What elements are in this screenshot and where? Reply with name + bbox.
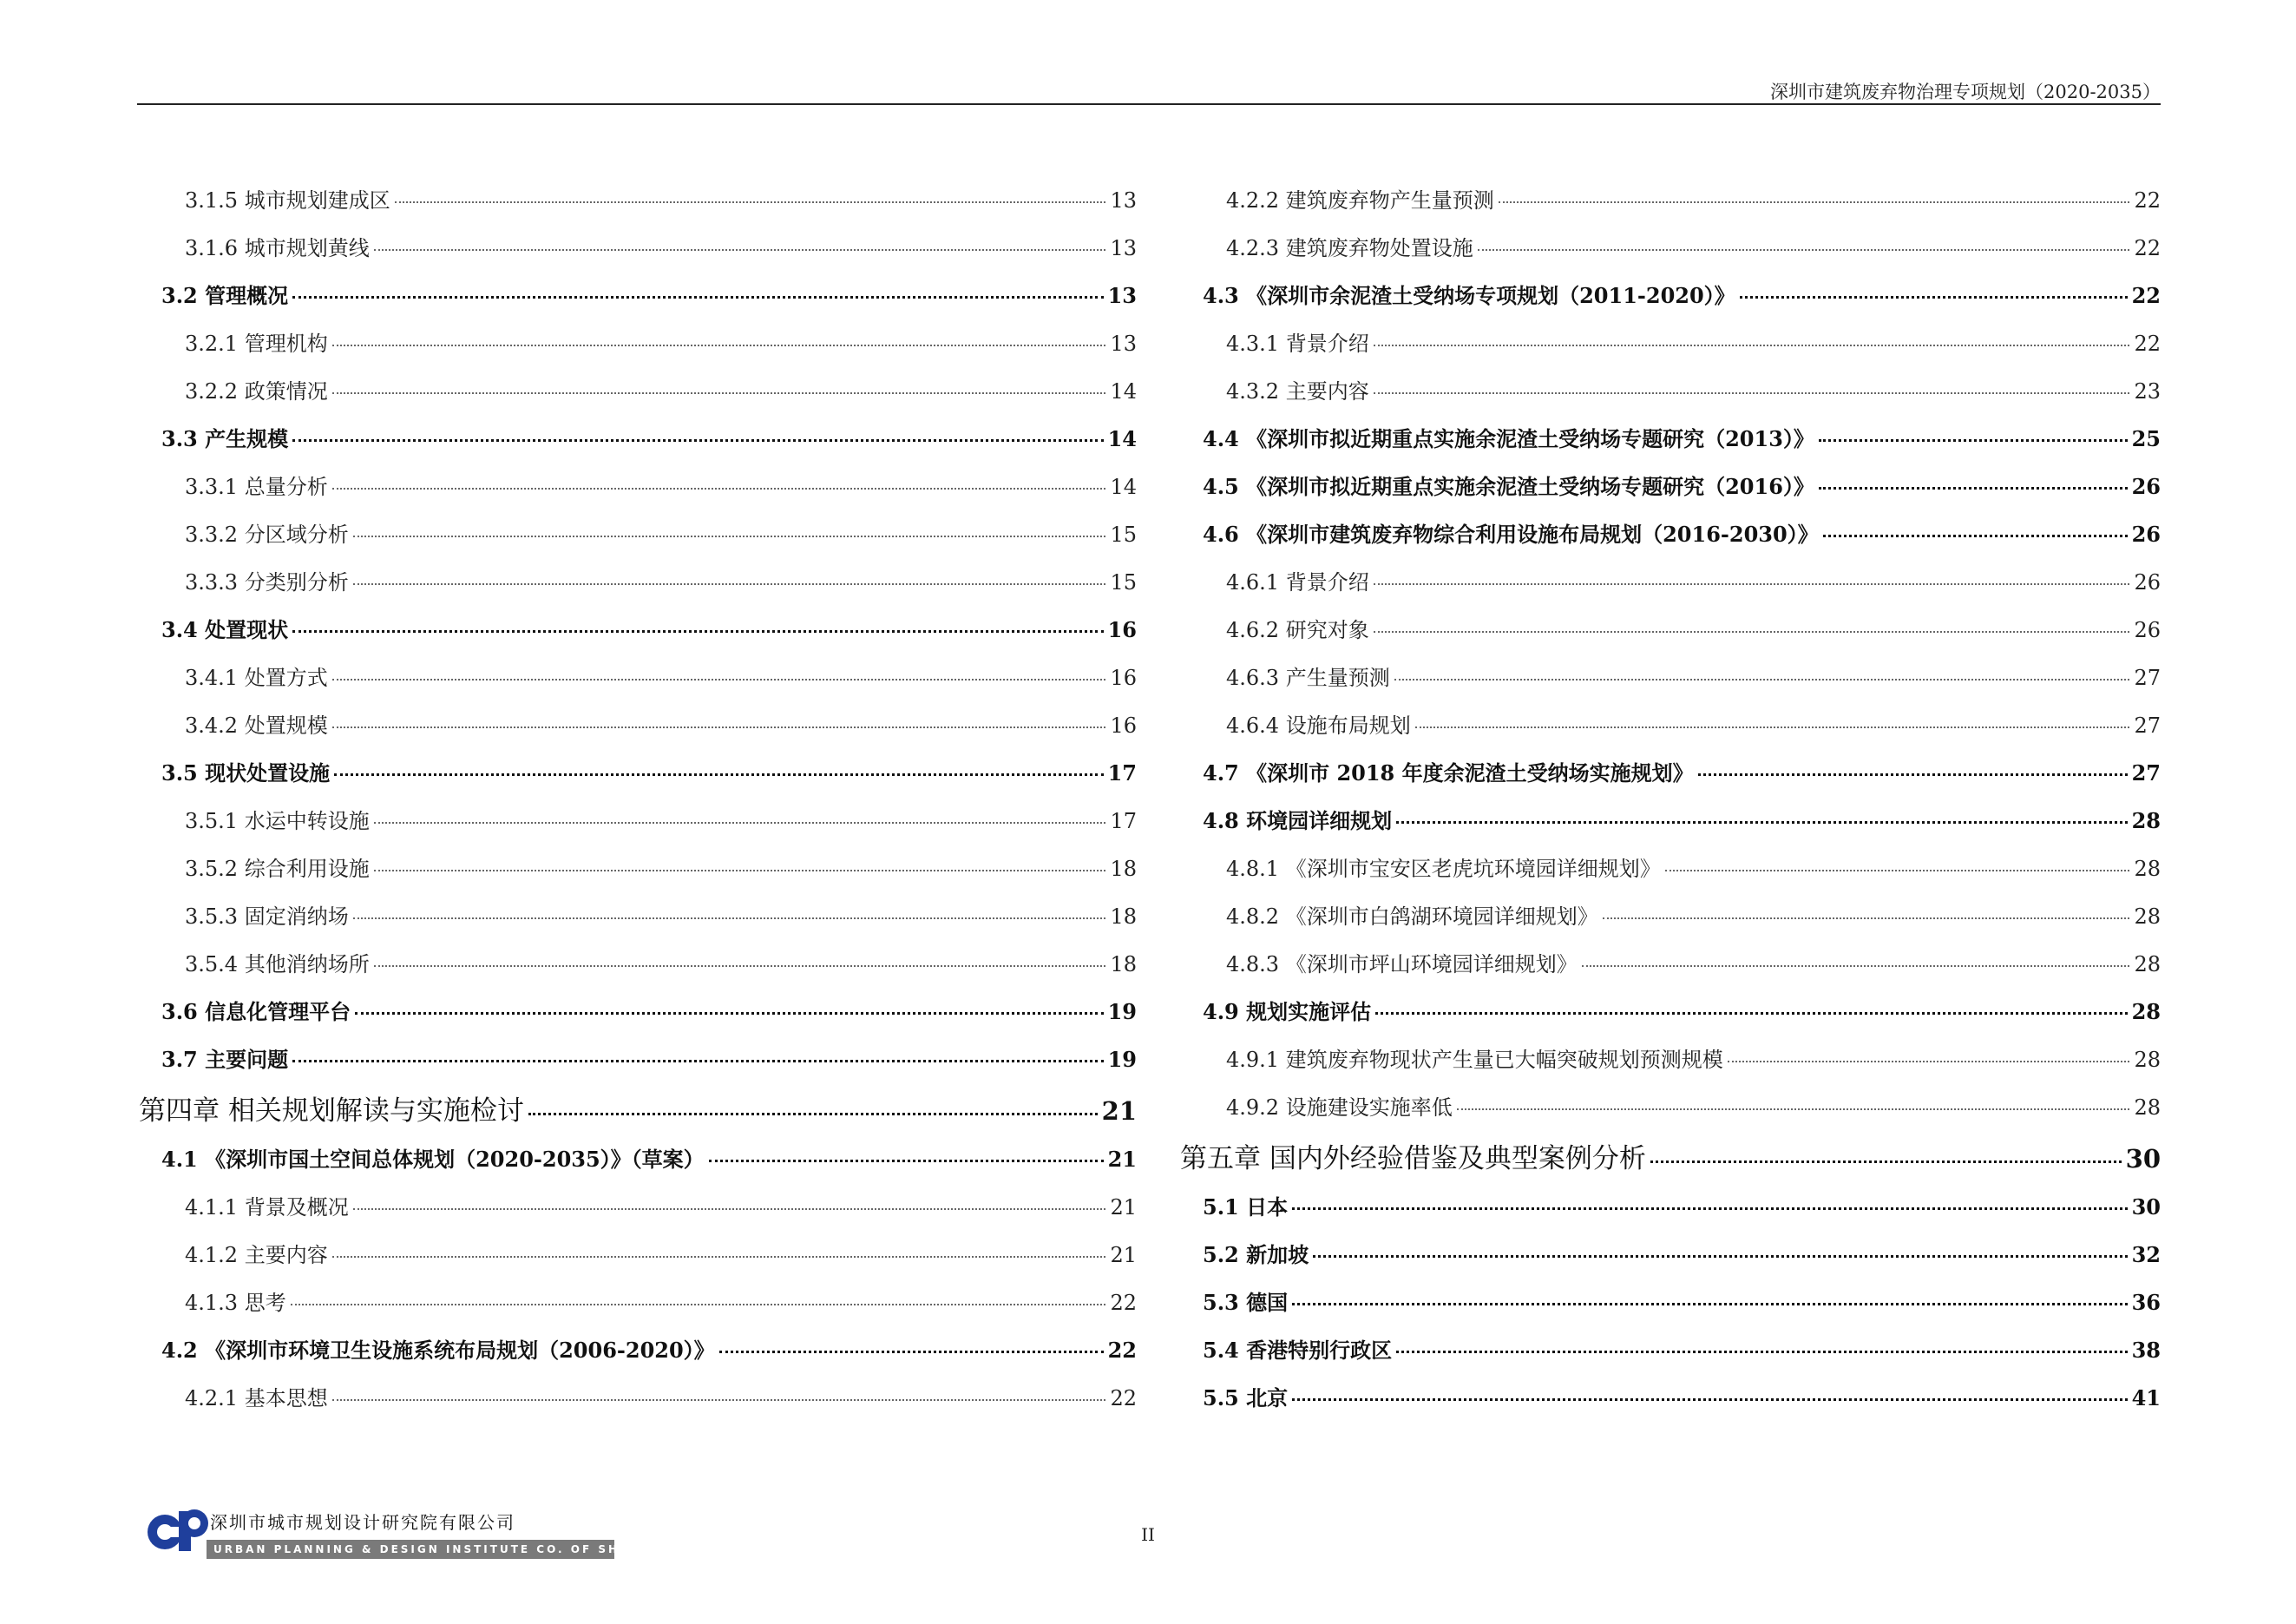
toc-entry[interactable] bbox=[1180, 892, 2161, 940]
toc-leader-dots bbox=[709, 1160, 1104, 1162]
footer-company-name-en: URBAN PLANNING & DESIGN INSTITUTE CO. OF SHENZHEN bbox=[207, 1540, 614, 1559]
toc-entry[interactable] bbox=[139, 1326, 1137, 1374]
toc-entry-label: 3.1.5 城市规划建成区 bbox=[185, 188, 390, 213]
toc-leader-dots bbox=[334, 773, 1103, 776]
toc-entry-page: 28 bbox=[2131, 999, 2161, 1024]
toc-leader-dots bbox=[292, 630, 1103, 633]
toc-entry-page: 25 bbox=[2131, 426, 2161, 451]
toc-entry-label: 3.4.2 处置规模 bbox=[185, 713, 328, 738]
toc-leader-dots bbox=[528, 1113, 1098, 1115]
toc-leader-dots bbox=[374, 822, 1106, 824]
toc-entry[interactable] bbox=[139, 701, 1137, 749]
toc-leader-dots bbox=[1740, 296, 2128, 299]
toc-entry[interactable] bbox=[139, 988, 1137, 1036]
toc-entry-page: 19 bbox=[1107, 1047, 1137, 1072]
toc-leader-dots bbox=[1374, 631, 2130, 633]
toc-entry[interactable] bbox=[1180, 510, 2161, 558]
toc-entry-page: 22 bbox=[1107, 1338, 1137, 1363]
toc-entry-label: 4.3.1 背景介绍 bbox=[1226, 332, 1369, 356]
toc-entry[interactable] bbox=[139, 1279, 1137, 1326]
toc-entry[interactable] bbox=[139, 367, 1137, 415]
toc-entry[interactable] bbox=[1180, 463, 2161, 510]
toc-entry-page: 23 bbox=[2134, 379, 2161, 404]
toc-entry[interactable] bbox=[1180, 1036, 2161, 1083]
toc-leader-dots bbox=[1374, 392, 2130, 394]
toc-entry[interactable] bbox=[139, 1374, 1137, 1422]
toc-entry-label: 4.1.2 主要内容 bbox=[185, 1243, 328, 1267]
toc-entry-page: 13 bbox=[1107, 283, 1137, 308]
toc-entry-page: 16 bbox=[1110, 713, 1137, 738]
header-rule bbox=[137, 103, 2161, 105]
toc-entry-label: 第四章 相关规划解读与实施检讨 bbox=[139, 1095, 524, 1127]
toc-leader-dots bbox=[1394, 679, 2130, 681]
toc-entry-label: 5.5 北京 bbox=[1203, 1385, 1289, 1410]
toc-leader-dots bbox=[1374, 583, 2130, 585]
toc-entry[interactable] bbox=[139, 845, 1137, 892]
toc-entry[interactable] bbox=[1180, 988, 2161, 1036]
toc-leader-dots bbox=[332, 1256, 1106, 1258]
toc-entry-page: 14 bbox=[1110, 379, 1137, 404]
toc-leader-dots bbox=[1823, 535, 2128, 537]
toc-leader-dots bbox=[292, 1060, 1103, 1062]
toc-entry-label: 4.6.2 研究对象 bbox=[1226, 618, 1369, 642]
toc-entry-label: 4.2.3 建筑废弃物处置设施 bbox=[1226, 236, 1473, 260]
toc-entry-label: 4.6.1 背景介绍 bbox=[1226, 570, 1369, 595]
toc-entry[interactable] bbox=[1180, 176, 2161, 224]
toc-entry[interactable] bbox=[139, 272, 1137, 319]
toc-leader-dots bbox=[332, 392, 1106, 394]
toc-entry-label: 4.3 《深圳市余泥渣土受纳场专项规划（2011-2020）》 bbox=[1203, 283, 1735, 308]
toc-entry-label: 4.2.1 基本思想 bbox=[185, 1386, 328, 1410]
toc-entry[interactable] bbox=[139, 749, 1137, 797]
toc-entry-label: 4.4 《深圳市拟近期重点实施余泥渣土受纳场专题研究（2013）》 bbox=[1203, 426, 1814, 451]
toc-entry-page: 22 bbox=[1110, 1291, 1137, 1315]
toc-entry-page: 13 bbox=[1110, 236, 1137, 260]
toc-entry-page: 28 bbox=[2134, 1095, 2161, 1120]
toc-entry-label: 4.2 《深圳市环境卫生设施系统布局规划（2006-2020）》 bbox=[161, 1338, 715, 1363]
toc-entry-label: 3.4 处置现状 bbox=[161, 617, 289, 642]
toc-entry[interactable] bbox=[139, 558, 1137, 606]
toc-entry-page: 26 bbox=[2131, 522, 2161, 547]
toc-entry-label: 3.7 主要问题 bbox=[161, 1047, 289, 1072]
toc-entry-page: 26 bbox=[2134, 618, 2161, 642]
toc-leader-dots bbox=[292, 296, 1103, 299]
toc-entry[interactable] bbox=[1180, 272, 2161, 319]
toc-leader-dots bbox=[1292, 1303, 2127, 1305]
toc-entry[interactable] bbox=[1180, 940, 2161, 988]
toc-entry[interactable] bbox=[1180, 415, 2161, 463]
toc-entry-label: 3.5.4 其他消纳场所 bbox=[185, 952, 370, 976]
toc-entry[interactable] bbox=[139, 1083, 1137, 1135]
toc-leader-dots bbox=[332, 679, 1106, 681]
toc-right-column bbox=[1180, 176, 2161, 1422]
toc-left-column bbox=[139, 176, 1137, 1422]
toc-entry[interactable] bbox=[1180, 797, 2161, 845]
toc-entry-page: 41 bbox=[2131, 1385, 2161, 1410]
toc-entry-page: 16 bbox=[1107, 617, 1137, 642]
toc-leader-dots bbox=[1292, 1398, 2127, 1401]
toc-entry-label: 4.8.3 《深圳市坪山环境园详细规划》 bbox=[1226, 952, 1578, 976]
toc-entry-label: 4.9.1 建筑废弃物现状产生量已大幅突破规划预测规模 bbox=[1226, 1048, 1723, 1072]
toc-entry-label: 3.3.2 分区域分析 bbox=[185, 523, 349, 547]
toc-entry-page: 28 bbox=[2134, 952, 2161, 976]
toc-leader-dots bbox=[374, 965, 1106, 967]
toc-entry-page: 38 bbox=[2131, 1338, 2161, 1363]
toc-entry-page: 16 bbox=[1110, 666, 1137, 690]
toc-entry-label: 3.5 现状处置设施 bbox=[161, 760, 331, 786]
toc-entry-label: 3.5.3 固定消纳场 bbox=[185, 904, 349, 929]
toc-entry-label: 4.1 《深圳市国土空间总体规划（2020-2035）》（草案） bbox=[161, 1147, 705, 1172]
toc-entry[interactable] bbox=[139, 415, 1137, 463]
toc-leader-dots bbox=[332, 1399, 1106, 1401]
toc-entry-label: 4.8.1 《深圳市宝安区老虎坑环境园详细规划》 bbox=[1226, 857, 1661, 881]
toc-entry[interactable] bbox=[1180, 1231, 2161, 1279]
toc-leader-dots bbox=[1457, 1108, 2130, 1110]
toc-entry[interactable] bbox=[139, 892, 1137, 940]
toc-entry-label: 4.9.2 设施建设实施率低 bbox=[1226, 1095, 1453, 1120]
toc-entry-label: 5.3 德国 bbox=[1203, 1290, 1289, 1315]
toc-entry[interactable] bbox=[1180, 1326, 2161, 1374]
toc-leader-dots bbox=[395, 201, 1106, 203]
toc-leader-dots bbox=[1292, 1207, 2127, 1210]
toc-entry-page: 28 bbox=[2134, 1048, 2161, 1072]
toc-entry-label: 4.6.4 设施布局规划 bbox=[1226, 713, 1411, 738]
toc-entry-page: 27 bbox=[2131, 760, 2161, 786]
toc-entry-page: 17 bbox=[1110, 809, 1137, 833]
toc-leader-dots bbox=[374, 249, 1106, 251]
toc-entry-page: 13 bbox=[1110, 188, 1137, 213]
toc-entry[interactable] bbox=[1180, 1374, 2161, 1422]
toc-entry[interactable] bbox=[139, 654, 1137, 701]
toc-entry[interactable] bbox=[1180, 1279, 2161, 1326]
toc-entry[interactable] bbox=[139, 797, 1137, 845]
toc-entry-label: 3.5.2 综合利用设施 bbox=[185, 857, 370, 881]
toc-entry[interactable] bbox=[1180, 654, 2161, 701]
toc-leader-dots bbox=[374, 870, 1106, 871]
toc-leader-dots bbox=[292, 439, 1103, 442]
toc-leader-dots bbox=[1415, 727, 2130, 728]
toc-entry[interactable] bbox=[139, 319, 1137, 367]
toc-entry-label: 4.9 规划实施评估 bbox=[1203, 999, 1372, 1024]
toc-entry-page: 22 bbox=[2134, 188, 2161, 213]
toc-leader-dots bbox=[353, 917, 1106, 919]
toc-entry-label: 4.7 《深圳市 2018 年度余泥渣土受纳场实施规划》 bbox=[1203, 760, 1694, 786]
toc-entry-page: 14 bbox=[1107, 426, 1137, 451]
toc-entry-page: 28 bbox=[2131, 808, 2161, 833]
page-number: II bbox=[1141, 1524, 1155, 1545]
toc-entry-page: 18 bbox=[1110, 952, 1137, 976]
toc-leader-dots bbox=[1819, 439, 2128, 442]
toc-entry[interactable] bbox=[1180, 1131, 2161, 1183]
toc-leader-dots bbox=[1396, 1351, 2127, 1353]
toc-entry-page: 30 bbox=[2125, 1144, 2161, 1174]
toc-entry[interactable] bbox=[1180, 558, 2161, 606]
toc-leader-dots bbox=[1650, 1160, 2122, 1163]
toc-leader-dots bbox=[1499, 201, 2130, 203]
toc-entry-page: 21 bbox=[1107, 1147, 1137, 1172]
toc-entry[interactable] bbox=[139, 940, 1137, 988]
toc-entry-label: 3.5.1 水运中转设施 bbox=[185, 809, 370, 833]
toc-entry-label: 3.1.6 城市规划黄线 bbox=[185, 236, 370, 260]
running-header-title: 深圳市建筑废弃物治理专项规划（2020-2035） bbox=[1770, 82, 2161, 102]
toc-entry[interactable] bbox=[1180, 749, 2161, 797]
toc-entry-page: 26 bbox=[2134, 570, 2161, 595]
toc-leader-dots bbox=[1728, 1061, 2130, 1062]
toc-entry-page: 28 bbox=[2134, 857, 2161, 881]
toc-leader-dots bbox=[719, 1351, 1104, 1353]
toc-leader-dots bbox=[355, 1012, 1103, 1015]
toc-entry-label: 3.2.2 政策情况 bbox=[185, 379, 328, 404]
toc-entry-label: 3.3.3 分类别分析 bbox=[185, 570, 349, 595]
toc-entry-page: 19 bbox=[1107, 999, 1137, 1024]
toc-entry-label: 5.4 香港特别行政区 bbox=[1203, 1338, 1393, 1363]
toc-entry-page: 22 bbox=[2134, 236, 2161, 260]
toc-leader-dots bbox=[1582, 965, 2130, 967]
toc-entry-label: 4.8 环境园详细规划 bbox=[1203, 808, 1393, 833]
toc-entry-label: 5.2 新加坡 bbox=[1203, 1242, 1309, 1267]
toc-entry-page: 22 bbox=[2134, 332, 2161, 356]
toc-entry-label: 4.2.2 建筑废弃物产生量预测 bbox=[1226, 188, 1494, 213]
toc-entry[interactable] bbox=[139, 1231, 1137, 1279]
toc-entry-page: 30 bbox=[2131, 1194, 2161, 1220]
toc-entry-page: 36 bbox=[2131, 1290, 2161, 1315]
toc-entry[interactable] bbox=[139, 176, 1137, 224]
toc-entry-label: 5.1 日本 bbox=[1203, 1194, 1289, 1220]
toc-entry[interactable] bbox=[139, 1036, 1137, 1083]
toc-leader-dots bbox=[1819, 487, 2128, 490]
toc-entry[interactable] bbox=[1180, 319, 2161, 367]
toc-entry-page: 22 bbox=[1110, 1386, 1137, 1410]
toc-entry-label: 3.4.1 处置方式 bbox=[185, 666, 328, 690]
toc-entry-label: 3.2 管理概况 bbox=[161, 283, 289, 308]
toc-entry-page: 27 bbox=[2134, 666, 2161, 690]
toc-entry[interactable] bbox=[1180, 701, 2161, 749]
toc-entry-page: 21 bbox=[1101, 1096, 1137, 1126]
toc-leader-dots bbox=[353, 583, 1106, 585]
toc-entry-label: 4.1.3 思考 bbox=[185, 1291, 286, 1315]
toc-leader-dots bbox=[353, 536, 1106, 537]
footer-company-name-cn: 深圳市城市规划设计研究院有限公司 bbox=[210, 1512, 515, 1533]
toc-entry[interactable] bbox=[139, 1183, 1137, 1231]
toc-entry[interactable] bbox=[1180, 1183, 2161, 1231]
toc-entry[interactable] bbox=[1180, 224, 2161, 272]
toc-entry[interactable] bbox=[139, 510, 1137, 558]
toc-entry-label: 4.3.2 主要内容 bbox=[1226, 379, 1369, 404]
toc-entry-page: 13 bbox=[1110, 332, 1137, 356]
toc-entry-label: 4.6.3 产生量预测 bbox=[1226, 666, 1390, 690]
toc-entry-page: 14 bbox=[1110, 475, 1137, 499]
toc-entry-label: 4.6 《深圳市建筑废弃物综合利用设施布局规划（2016-2030）》 bbox=[1203, 522, 1819, 547]
toc-entry-page: 32 bbox=[2131, 1242, 2161, 1267]
toc-entry-page: 27 bbox=[2134, 713, 2161, 738]
toc-leader-dots bbox=[1603, 917, 2130, 919]
toc-leader-dots bbox=[332, 488, 1106, 490]
toc-leader-dots bbox=[353, 1208, 1106, 1210]
toc-leader-dots bbox=[1375, 1012, 2127, 1015]
toc-entry[interactable] bbox=[139, 224, 1137, 272]
toc-leader-dots bbox=[1698, 773, 2128, 776]
toc-entry-label: 3.3 产生规模 bbox=[161, 426, 289, 451]
toc-entry-label: 4.8.2 《深圳市白鸽湖环境园详细规划》 bbox=[1226, 904, 1598, 929]
toc-leader-dots bbox=[291, 1304, 1106, 1305]
toc-leader-dots bbox=[332, 727, 1106, 728]
toc-leader-dots bbox=[1374, 345, 2130, 346]
toc-entry-label: 第五章 国内外经验借鉴及典型案例分析 bbox=[1180, 1143, 1646, 1174]
toc-entry-page: 15 bbox=[1110, 570, 1137, 595]
toc-entry[interactable] bbox=[1180, 1083, 2161, 1131]
toc-entry[interactable] bbox=[1180, 367, 2161, 415]
toc-entry[interactable] bbox=[139, 463, 1137, 510]
toc-leader-dots bbox=[332, 345, 1106, 346]
toc-entry[interactable] bbox=[139, 1135, 1137, 1183]
toc-entry-page: 21 bbox=[1110, 1195, 1137, 1220]
toc-entry-page: 18 bbox=[1110, 857, 1137, 881]
toc-entry[interactable] bbox=[139, 606, 1137, 654]
toc-leader-dots bbox=[1665, 870, 2130, 871]
toc-entry-page: 21 bbox=[1110, 1243, 1137, 1267]
toc-entry-page: 28 bbox=[2134, 904, 2161, 929]
toc-entry-page: 18 bbox=[1110, 904, 1137, 929]
toc-entry-label: 4.5 《深圳市拟近期重点实施余泥渣土受纳场专题研究（2016）》 bbox=[1203, 474, 1814, 499]
toc-leader-dots bbox=[1396, 821, 2127, 824]
toc-leader-dots bbox=[1313, 1255, 2127, 1258]
toc-entry-page: 15 bbox=[1110, 523, 1137, 547]
toc-entry-label: 4.1.1 背景及概况 bbox=[185, 1195, 349, 1220]
toc-entry-label: 3.3.1 总量分析 bbox=[185, 475, 328, 499]
toc-entry[interactable] bbox=[1180, 845, 2161, 892]
toc-entry-page: 22 bbox=[2131, 283, 2161, 308]
toc-entry-label: 3.2.1 管理机构 bbox=[185, 332, 328, 356]
toc-entry-label: 3.6 信息化管理平台 bbox=[161, 999, 351, 1024]
toc-entry-page: 17 bbox=[1107, 760, 1137, 786]
toc-entry-page: 26 bbox=[2131, 474, 2161, 499]
toc-entry[interactable] bbox=[1180, 606, 2161, 654]
toc-leader-dots bbox=[1478, 249, 2130, 251]
